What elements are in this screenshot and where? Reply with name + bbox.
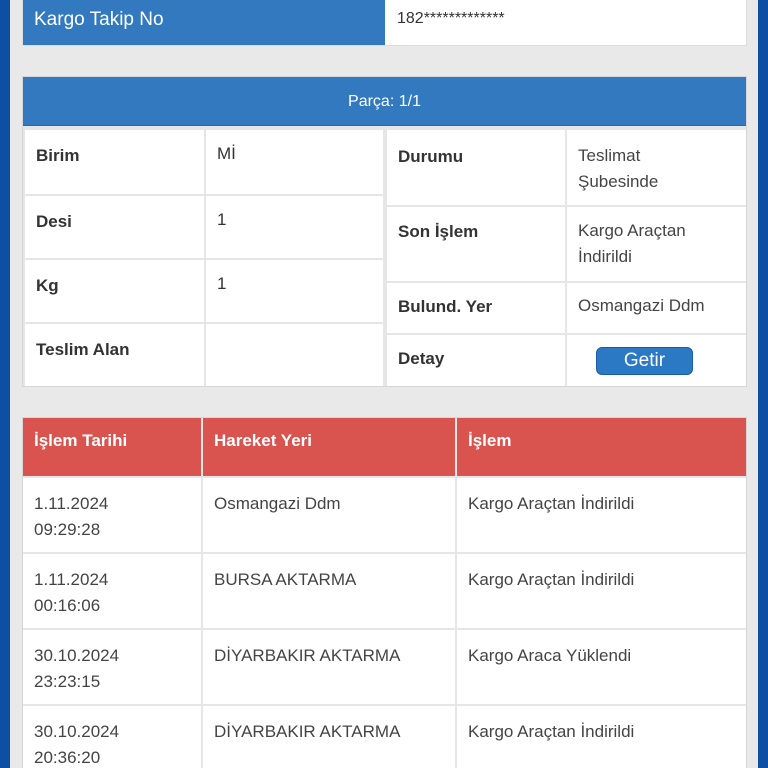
son-islem-value [567, 207, 746, 281]
tracking-row [22, 0, 747, 46]
parca-right-table [385, 128, 748, 388]
son-islem-value-line1: Kargo Araçtan [578, 221, 686, 240]
parca-row-durumu [387, 130, 746, 205]
row-time: 00:16:06 [34, 596, 101, 615]
row-place: DİYARBAKIR AKTARMA [203, 704, 457, 768]
tracking-label: Kargo Takip No [23, 0, 385, 45]
header-hareket-yeri: Hareket Yeri [203, 418, 457, 476]
birim-value: Mİ [206, 130, 383, 194]
son-islem-label: Son İşlem [387, 207, 565, 281]
detay-cell [567, 335, 746, 386]
row-date-cell [23, 704, 203, 768]
row-date: 30.10.2024 [34, 722, 120, 741]
row-date: 30.10.2024 [34, 646, 120, 665]
durumu-value-line2: Şubesinde [578, 172, 659, 191]
table-row [23, 476, 746, 552]
parca-row-kg [25, 260, 383, 322]
birim-label: Birim [25, 130, 204, 194]
parca-row-bulund-yer [387, 283, 746, 333]
durumu-label: Durumu [387, 130, 565, 205]
row-time: 23:23:15 [34, 672, 101, 691]
row-place: Osmangazi Ddm [203, 476, 457, 552]
table-row [23, 704, 746, 768]
parca-row-teslim-alan [25, 324, 383, 386]
parca-row-detay [387, 335, 746, 386]
table-row [23, 552, 746, 628]
getir-button[interactable]: Getir [596, 347, 693, 375]
row-date-cell [23, 476, 203, 552]
teslim-alan-value [206, 324, 383, 386]
parca-row-son-islem [387, 207, 746, 281]
detay-label: Detay [387, 335, 565, 386]
parca-panel [22, 76, 747, 387]
row-place: DİYARBAKIR AKTARMA [203, 628, 457, 704]
history-table-panel [22, 417, 747, 768]
row-place: BURSA AKTARMA [203, 552, 457, 628]
row-date: 1.11.2024 [34, 494, 109, 513]
desi-label: Desi [25, 196, 204, 258]
row-time: 09:29:28 [34, 520, 101, 539]
row-date-cell [23, 552, 203, 628]
parca-row-birim [25, 130, 383, 194]
row-action: Kargo Araçtan İndirildi [457, 704, 746, 768]
row-action: Kargo Araçtan İndirildi [457, 552, 746, 628]
history-table [23, 418, 746, 768]
bulund-yer-label: Bulund. Yer [387, 283, 565, 333]
durumu-value [567, 130, 746, 205]
bulund-yer-value: Osmangazi Ddm [567, 283, 746, 333]
tracking-number: 182************* [385, 0, 746, 45]
parca-header: Parça: 1/1 [23, 77, 746, 126]
row-time: 20:36:20 [34, 748, 101, 767]
son-islem-value-line2: İndirildi [578, 247, 632, 266]
header-islem-tarihi: İşlem Tarihi [23, 418, 203, 476]
kg-value: 1 [206, 260, 383, 322]
teslim-alan-label: Teslim Alan [25, 324, 204, 386]
row-date-cell [23, 628, 203, 704]
kg-label: Kg [25, 260, 204, 322]
header-islem: İşlem [457, 418, 746, 476]
parca-left-table [23, 128, 385, 388]
row-action: Kargo Araçtan İndirildi [457, 476, 746, 552]
durumu-value-line1: Teslimat [578, 146, 641, 165]
row-date: 1.11.2024 [34, 570, 109, 589]
desi-value: 1 [206, 196, 383, 258]
table-row [23, 628, 746, 704]
row-action: Kargo Araca Yüklendi [457, 628, 746, 704]
page-container [10, 0, 758, 768]
history-header-row [23, 418, 746, 476]
parca-body [23, 126, 746, 386]
parca-row-desi [25, 196, 383, 258]
